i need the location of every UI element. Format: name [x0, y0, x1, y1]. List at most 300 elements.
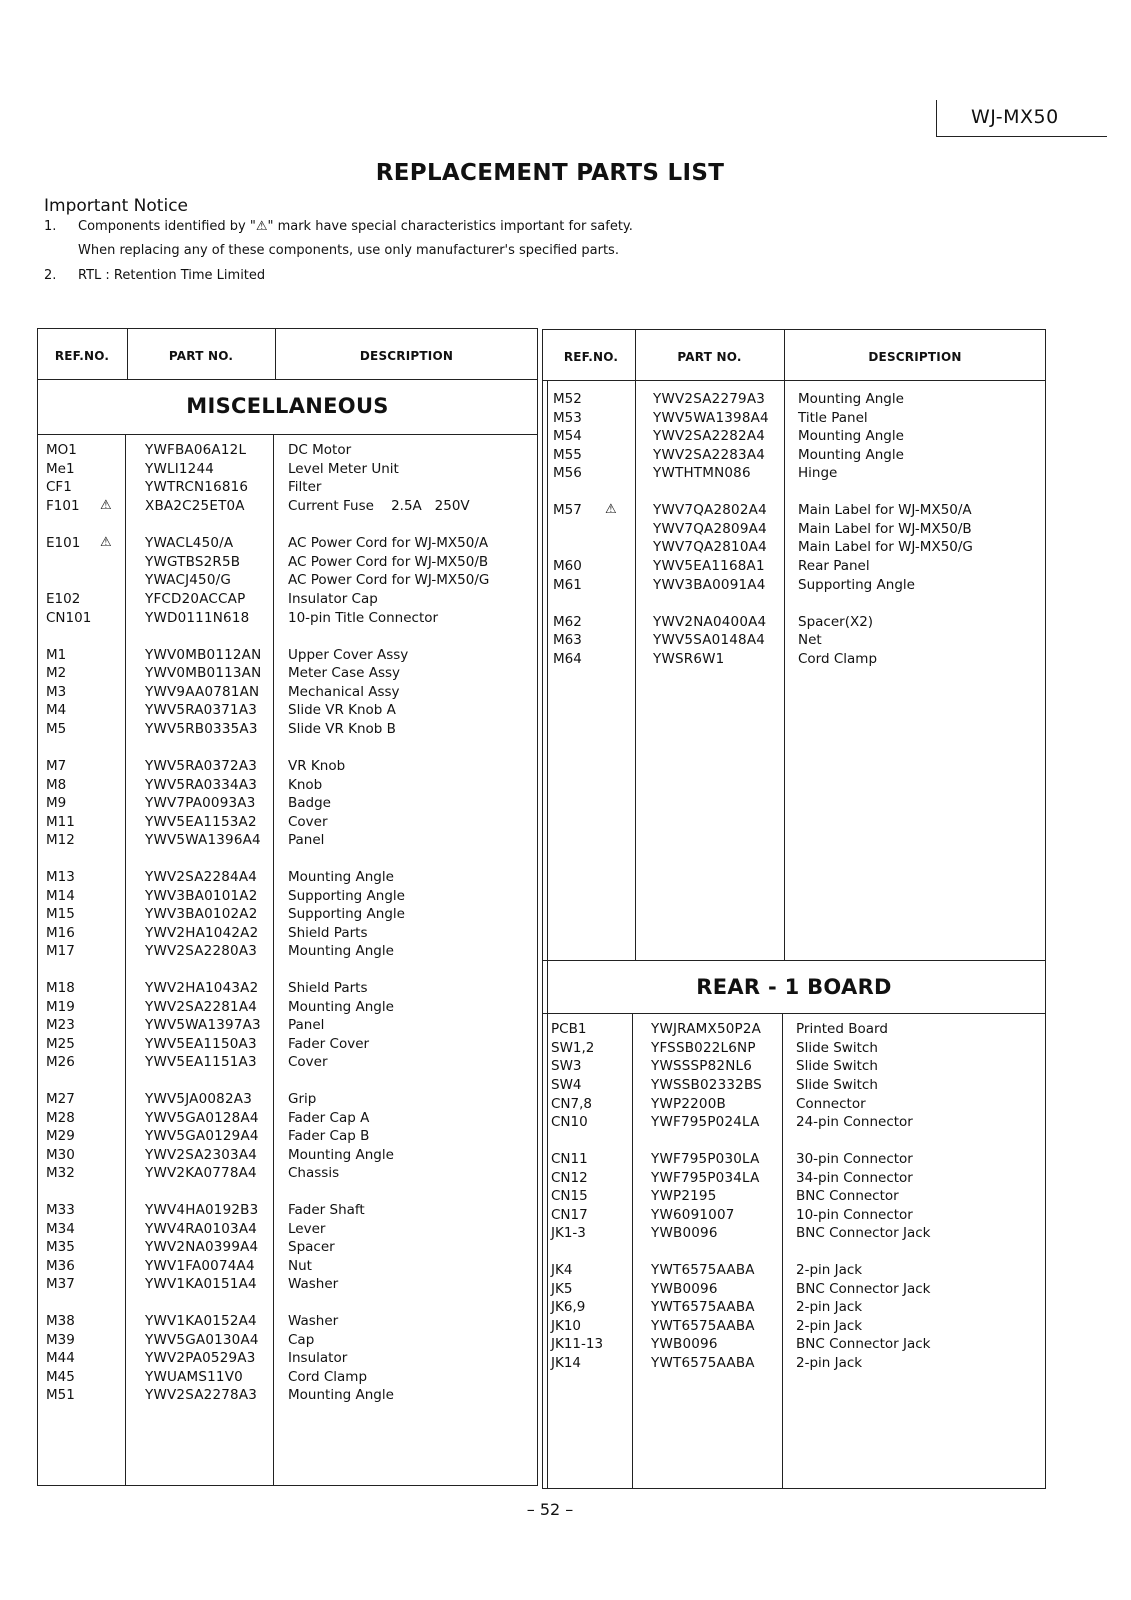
notice-item-text: RTL : Retention Time Limited: [78, 268, 266, 283]
table-row: [46, 757, 526, 775]
ref-number: M61: [553, 577, 582, 593]
part-description: Cover: [288, 1054, 328, 1070]
table-row: [46, 571, 526, 589]
part-description: Fader Cap A: [288, 1110, 370, 1126]
ref-number: JK1-3: [551, 1225, 586, 1241]
part-description: Mechanical Assy: [288, 684, 400, 700]
ref-number: E101: [46, 535, 81, 551]
ref-number: M13: [46, 869, 75, 885]
part-number: YWV2SA2303A4: [145, 1147, 258, 1163]
table-divider: [37, 434, 538, 435]
part-number: YWV5SA0148A4: [653, 632, 766, 648]
table-row: [46, 590, 526, 608]
table-row: [553, 390, 1033, 408]
part-description: Main Label for WJ-MX50/B: [798, 521, 972, 537]
part-number: YWT6575AABA: [651, 1318, 755, 1334]
ref-number: M36: [46, 1258, 75, 1274]
part-number: YWV2HA1042A2: [145, 925, 259, 941]
part-description: Title Panel: [798, 410, 868, 426]
table-divider: [542, 960, 1046, 961]
table-row: [551, 1280, 1031, 1298]
part-description: Panel: [288, 1017, 325, 1033]
part-number: YWV5EA1168A1: [653, 558, 765, 574]
ref-number: Me1: [46, 461, 75, 477]
table-row: [553, 446, 1033, 464]
notice-item-text: Components identified by "⚠" mark have special characteristics important for safety.: [78, 219, 633, 234]
part-number: YWB0096: [651, 1336, 718, 1352]
part-description: Upper Cover Assy: [288, 647, 409, 663]
part-description: Slide VR Knob B: [288, 721, 396, 737]
part-number: YWGTBS2R5B: [145, 554, 241, 570]
table-row: [46, 609, 526, 627]
table-row: [46, 1090, 526, 1108]
part-number: YWB0096: [651, 1281, 718, 1297]
part-description: 30-pin Connector: [796, 1151, 913, 1167]
table-row: [46, 1053, 526, 1071]
part-number: YWV7QA2809A4: [653, 521, 767, 537]
ref-number: MO1: [46, 442, 77, 458]
part-number: YWT6575AABA: [651, 1299, 755, 1315]
part-number: YWT6575AABA: [651, 1355, 755, 1371]
table-row: [46, 905, 526, 923]
table-row: [46, 664, 526, 682]
part-description: 34-pin Connector: [796, 1170, 913, 1186]
part-description: Shield Parts: [288, 980, 368, 996]
column-header-part: PART NO.: [168, 349, 234, 363]
ref-number: CN15: [551, 1188, 588, 1204]
part-description: Fader Shaft: [288, 1202, 365, 1218]
table-row: [46, 441, 526, 459]
table-row: [46, 942, 526, 960]
table-row: [46, 924, 526, 942]
ref-number: JK4: [551, 1262, 573, 1278]
column-header-ref: REF.NO.: [54, 349, 110, 363]
part-description: Cord Clamp: [288, 1369, 368, 1385]
part-description: Mounting Angle: [288, 1147, 394, 1163]
part-number: YWV3BA0102A2: [145, 906, 258, 922]
table-row: [46, 1220, 526, 1238]
ref-number: M62: [553, 614, 582, 630]
warning-triangle-icon: ⚠: [100, 498, 112, 513]
table-row: [46, 1127, 526, 1145]
part-number: YWV7PA0093A3: [145, 795, 256, 811]
section-title-miscellaneous: MISCELLANEOUS: [186, 394, 389, 418]
part-number: YWV0MB0112AN: [145, 647, 262, 663]
table-row: [46, 1035, 526, 1053]
ref-number: M38: [46, 1313, 75, 1329]
ref-number: M16: [46, 925, 75, 941]
part-description: 2-pin Jack: [796, 1318, 863, 1334]
table-row: [553, 409, 1033, 427]
part-number: YWV2SA2281A4: [145, 999, 258, 1015]
ref-number: M51: [46, 1387, 75, 1403]
table-row: [551, 1354, 1031, 1372]
part-number: YWV5EA1151A3: [145, 1054, 257, 1070]
ref-number: M5: [46, 721, 67, 737]
ref-number: SW4: [551, 1077, 582, 1093]
part-description: Mounting Angle: [798, 428, 904, 444]
ref-number: M27: [46, 1091, 75, 1107]
part-description: Cord Clamp: [798, 651, 878, 667]
ref-number: M11: [46, 814, 75, 830]
notice-item-number: 2.: [44, 268, 57, 283]
ref-number: JK11-13: [551, 1336, 604, 1352]
part-description: Fader Cap B: [288, 1128, 370, 1144]
part-number: YWV1KA0151A4: [145, 1276, 257, 1292]
part-number: YWV3BA0101A2: [145, 888, 258, 904]
part-number: YWB0096: [651, 1225, 718, 1241]
part-number: YWP2200B: [651, 1096, 726, 1112]
part-description: 10-pin Connector: [796, 1207, 913, 1223]
ref-number: M34: [46, 1221, 75, 1237]
part-description: BNC Connector: [796, 1188, 899, 1204]
table-row: [46, 998, 526, 1016]
part-number: YWV2NA0399A4: [145, 1239, 259, 1255]
ref-number: F101: [46, 498, 80, 514]
ref-number: M37: [46, 1276, 75, 1292]
ref-number: M2: [46, 665, 67, 681]
table-row: [46, 1146, 526, 1164]
ref-number: M33: [46, 1202, 75, 1218]
part-number: YWV2HA1043A2: [145, 980, 259, 996]
table-row: [551, 1169, 1031, 1187]
part-description: Mounting Angle: [288, 869, 394, 885]
ref-number: M53: [553, 410, 582, 426]
part-number: YWV5WA1398A4: [653, 410, 769, 426]
table-row: [46, 460, 526, 478]
part-number: YWV5EA1153A2: [145, 814, 257, 830]
part-description: Supporting Angle: [288, 906, 405, 922]
part-description: Knob: [288, 777, 323, 793]
part-description: Washer: [288, 1313, 339, 1329]
part-description: Main Label for WJ-MX50/G: [798, 539, 973, 555]
part-number: YWV4HA0192B3: [145, 1202, 259, 1218]
part-description: Mounting Angle: [798, 391, 904, 407]
part-number: YWV5RA0372A3: [145, 758, 258, 774]
ref-number: M12: [46, 832, 75, 848]
part-description: Mounting Angle: [798, 447, 904, 463]
table-divider: [542, 380, 1046, 381]
part-description: AC Power Cord for WJ-MX50/G: [288, 572, 490, 588]
notice-item-text: When replacing any of these components, use only manufacturer's specified parts.: [78, 243, 619, 258]
part-description: AC Power Cord for WJ-MX50/B: [288, 554, 489, 570]
part-number: YWV2KA0778A4: [145, 1165, 257, 1181]
part-number: YWTHTMN086: [653, 465, 751, 481]
part-number: YFSSB022L6NP: [651, 1040, 756, 1056]
part-description: Connector: [796, 1096, 866, 1112]
notice-item-number: 1.: [44, 219, 57, 234]
ref-number: CN10: [551, 1114, 588, 1130]
part-description: Net: [798, 632, 822, 648]
ref-number: E102: [46, 591, 81, 607]
part-number: YWV2SA2279A3: [653, 391, 766, 407]
ref-number: CN11: [551, 1151, 588, 1167]
part-number: YWV4RA0103A4: [145, 1221, 258, 1237]
table-row: [553, 650, 1033, 668]
page-title: REPLACEMENT PARTS LIST: [375, 160, 725, 186]
part-description: Panel: [288, 832, 325, 848]
part-description: Meter Case Assy: [288, 665, 401, 681]
part-number: YWV7QA2802A4: [653, 502, 767, 518]
part-number: YWJRAMX50P2A: [651, 1021, 762, 1037]
ref-number: M19: [46, 999, 75, 1015]
part-number: YWV2NA0400A4: [653, 614, 767, 630]
part-description: Shield Parts: [288, 925, 368, 941]
ref-number: M23: [46, 1017, 75, 1033]
part-number: YWV2SA2278A3: [145, 1387, 258, 1403]
table-row: [46, 831, 526, 849]
part-description: Chassis: [288, 1165, 340, 1181]
part-description: BNC Connector Jack: [796, 1336, 931, 1352]
part-number: YWV1FA0074A4: [145, 1258, 255, 1274]
part-description: Nut: [288, 1258, 312, 1274]
part-description: Hinge: [798, 465, 838, 481]
ref-number: M14: [46, 888, 75, 904]
part-description: Supporting Angle: [288, 888, 405, 904]
warning-triangle-icon: ⚠: [605, 502, 617, 517]
part-number: YWSSSP82NL6: [651, 1058, 753, 1074]
ref-number: M39: [46, 1332, 75, 1348]
column-header-description: DESCRIPTION: [868, 350, 962, 364]
table-row: [551, 1317, 1031, 1335]
table-row: [553, 538, 1033, 556]
ref-number: M32: [46, 1165, 75, 1181]
model-label-box: [936, 100, 1107, 137]
table-row: [46, 1275, 526, 1293]
part-number: YFCD20ACCAP: [145, 591, 246, 607]
notice-title: Important Notice: [44, 196, 188, 216]
part-description: Level Meter Unit: [288, 461, 399, 477]
ref-number: M45: [46, 1369, 75, 1385]
ref-number: M8: [46, 777, 67, 793]
part-description: Rear Panel: [798, 558, 870, 574]
ref-number: SW1,2: [551, 1040, 595, 1056]
warning-triangle-icon: ⚠: [100, 535, 112, 550]
part-description: Main Label for WJ-MX50/A: [798, 502, 972, 518]
part-number: YWV2SA2282A4: [653, 428, 766, 444]
table-row: [553, 520, 1033, 538]
table-row: [551, 1224, 1031, 1242]
ref-number: M28: [46, 1110, 75, 1126]
table-row: [46, 1331, 526, 1349]
part-description: BNC Connector Jack: [796, 1281, 931, 1297]
part-number: YWV3BA0091A4: [653, 577, 766, 593]
part-description: Slide Switch: [796, 1040, 878, 1056]
part-description: Cover: [288, 814, 328, 830]
part-description: 24-pin Connector: [796, 1114, 913, 1130]
part-number: YWV5RA0371A3: [145, 702, 258, 718]
ref-number: JK10: [551, 1318, 582, 1334]
part-description: Printed Board: [796, 1021, 888, 1037]
part-description: Badge: [288, 795, 331, 811]
part-number: YWT6575AABA: [651, 1262, 755, 1278]
ref-number: M4: [46, 702, 67, 718]
ref-number: M52: [553, 391, 582, 407]
part-description: Supporting Angle: [798, 577, 915, 593]
part-description: Lever: [288, 1221, 326, 1237]
table-row: [553, 501, 1033, 519]
table-row: [551, 1039, 1031, 1057]
table-divider: [37, 379, 538, 380]
table-row: [46, 887, 526, 905]
table-row: [46, 794, 526, 812]
table-row: [46, 683, 526, 701]
table-row: [551, 1261, 1031, 1279]
part-description: Slide Switch: [796, 1077, 878, 1093]
part-number: YWV2SA2280A3: [145, 943, 258, 959]
ref-number: CN7,8: [551, 1096, 592, 1112]
part-number: YWACJ450/G: [145, 572, 232, 588]
table-row: [551, 1335, 1031, 1353]
part-number: YWV5WA1397A3: [145, 1017, 261, 1033]
ref-number: M26: [46, 1054, 75, 1070]
table-row: [551, 1057, 1031, 1075]
part-number: YWV5GA0130A4: [145, 1332, 259, 1348]
part-number: YWV5EA1150A3: [145, 1036, 257, 1052]
table-row: [46, 553, 526, 571]
part-description: Mounting Angle: [288, 1387, 394, 1403]
ref-number: M57: [553, 502, 582, 518]
table-row: [551, 1113, 1031, 1131]
table-row: [46, 979, 526, 997]
table-row: [553, 576, 1033, 594]
table-row: [46, 868, 526, 886]
ref-number: M35: [46, 1239, 75, 1255]
part-description: Mounting Angle: [288, 943, 394, 959]
column-divider: [547, 380, 548, 1489]
part-number: YWV5RB0335A3: [145, 721, 258, 737]
ref-number: M25: [46, 1036, 75, 1052]
ref-number: M29: [46, 1128, 75, 1144]
ref-number: M54: [553, 428, 582, 444]
table-row: [551, 1076, 1031, 1094]
table-row: [46, 1312, 526, 1330]
ref-number: M18: [46, 980, 75, 996]
part-description: Filter: [288, 479, 322, 495]
ref-number: JK6,9: [551, 1299, 586, 1315]
part-description: Cap: [288, 1332, 315, 1348]
part-number: YWACL450/A: [145, 535, 234, 551]
part-description: 2-pin Jack: [796, 1262, 863, 1278]
table-row: [46, 1016, 526, 1034]
ref-number: CN17: [551, 1207, 588, 1223]
part-description: Spacer: [288, 1239, 335, 1255]
ref-number: M9: [46, 795, 67, 811]
ref-number: M55: [553, 447, 582, 463]
part-number: YWP2195: [651, 1188, 717, 1204]
part-description: 2-pin Jack: [796, 1299, 863, 1315]
table-row: [553, 631, 1033, 649]
part-description: Current Fuse 2.5A 250V: [288, 498, 470, 514]
table-row: [46, 776, 526, 794]
part-description: Fader Cover: [288, 1036, 370, 1052]
part-description: 2-pin Jack: [796, 1355, 863, 1371]
part-description: Slide Switch: [796, 1058, 878, 1074]
ref-number: M17: [46, 943, 75, 959]
table-row: [46, 1109, 526, 1127]
part-description: AC Power Cord for WJ-MX50/A: [288, 535, 489, 551]
column-header-description: DESCRIPTION: [359, 349, 454, 363]
ref-number: M3: [46, 684, 67, 700]
table-row: [46, 720, 526, 738]
ref-number: CN101: [46, 610, 92, 626]
part-description: Mounting Angle: [288, 999, 394, 1015]
part-number: YWTRCN16816: [145, 479, 249, 495]
ref-number: PCB1: [551, 1021, 587, 1037]
table-row: [553, 613, 1033, 631]
ref-number: CF1: [46, 479, 72, 495]
part-description: Grip: [288, 1091, 317, 1107]
part-number: YWV9AA0781AN: [145, 684, 260, 700]
ref-number: M63: [553, 632, 582, 648]
part-number: YWV5WA1396A4: [145, 832, 261, 848]
part-number: XBA2C25ET0A: [145, 498, 245, 514]
part-description: Spacer(X2): [798, 614, 874, 630]
table-row: [551, 1206, 1031, 1224]
ref-number: M15: [46, 906, 75, 922]
part-number: YWUAMS11V0: [145, 1369, 243, 1385]
part-number: YWF795P024LA: [651, 1114, 760, 1130]
table-row: [551, 1187, 1031, 1205]
table-row: [46, 1368, 526, 1386]
part-number: YWV5RA0334A3: [145, 777, 258, 793]
part-description: VR Knob: [288, 758, 346, 774]
part-number: YWV2SA2283A4: [653, 447, 766, 463]
ref-number: M64: [553, 651, 582, 667]
table-row: [553, 557, 1033, 575]
ref-number: M44: [46, 1350, 75, 1366]
part-description: 10-pin Title Connector: [288, 610, 439, 626]
ref-number: CN12: [551, 1170, 588, 1186]
table-row: [551, 1298, 1031, 1316]
part-description: Washer: [288, 1276, 339, 1292]
page-number: – 52 –: [526, 1500, 574, 1519]
part-description: DC Motor: [288, 442, 352, 458]
model-name: WJ-MX50: [971, 106, 1059, 128]
part-description: Insulator Cap: [288, 591, 378, 607]
part-number: YWSSB02332BS: [651, 1077, 762, 1093]
table-row: [46, 534, 526, 552]
table-divider: [542, 1013, 1046, 1014]
part-number: YWV0MB0113AN: [145, 665, 262, 681]
ref-number: M30: [46, 1147, 75, 1163]
part-description: Slide VR Knob A: [288, 702, 396, 718]
part-number: YWV5JA0082A3: [145, 1091, 252, 1107]
part-number: YWV1KA0152A4: [145, 1313, 257, 1329]
section-title-rear-1-board: REAR - 1 BOARD: [696, 975, 892, 999]
table-row: [46, 1257, 526, 1275]
table-row: [46, 1238, 526, 1256]
table-row: [46, 646, 526, 664]
table-row: [46, 1386, 526, 1404]
column-header-ref: REF.NO.: [563, 350, 619, 364]
column-header-part: PART NO.: [677, 350, 742, 364]
part-number: YWD0111N618: [145, 610, 250, 626]
part-number: YWV5GA0129A4: [145, 1128, 259, 1144]
table-row: [46, 1349, 526, 1367]
part-number: YWF795P034LA: [651, 1170, 760, 1186]
part-number: YW6091007: [651, 1207, 735, 1223]
ref-number: JK5: [551, 1281, 573, 1297]
part-number: YWV7QA2810A4: [653, 539, 767, 555]
ref-number: M60: [553, 558, 582, 574]
table-row: [46, 701, 526, 719]
table-row: [553, 427, 1033, 445]
table-row: [551, 1020, 1031, 1038]
part-number: YWV2SA2284A4: [145, 869, 258, 885]
table-row: [46, 478, 526, 496]
part-number: YWV5GA0128A4: [145, 1110, 259, 1126]
